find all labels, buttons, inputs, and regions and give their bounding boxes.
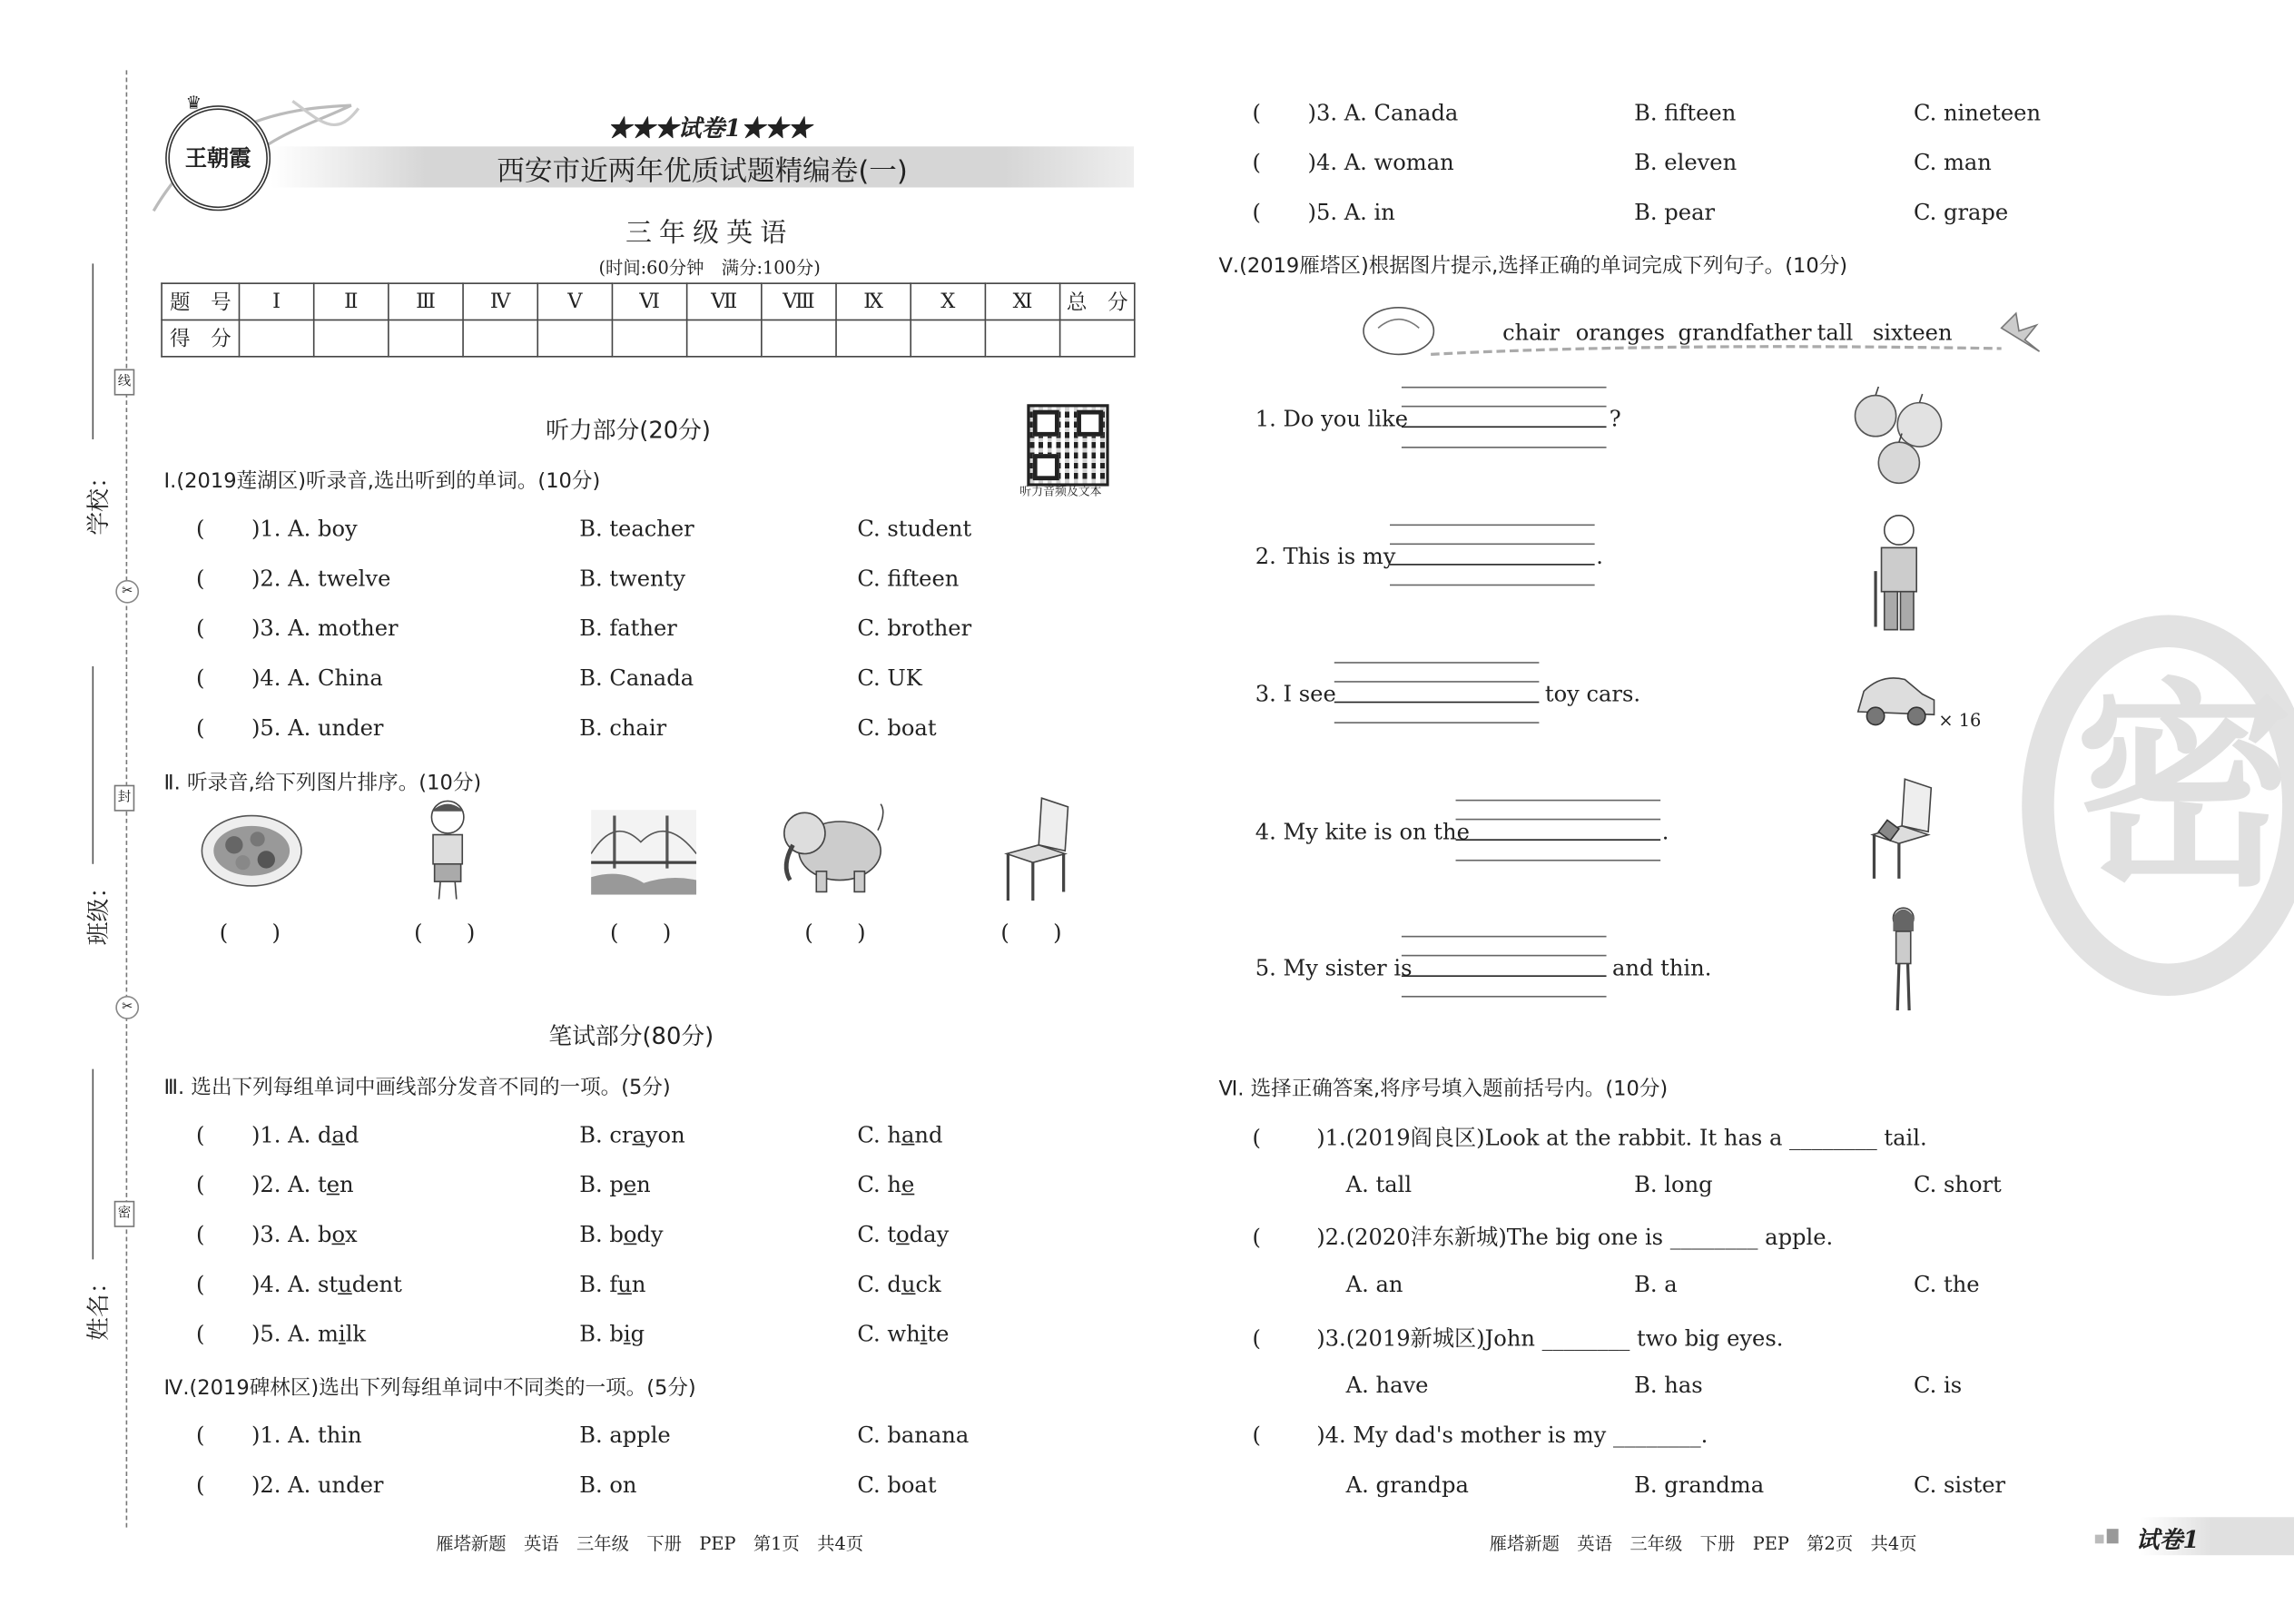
grandfather-picture — [1870, 513, 1928, 636]
option-b: B. Canada — [579, 664, 694, 692]
question-row: ( )5. A. milk — [195, 1321, 367, 1348]
option-b: B. pen — [579, 1171, 651, 1198]
option-c: C. grape — [1913, 199, 2009, 226]
option-b: B. fun — [579, 1271, 646, 1298]
sentence-start: 5. My sister is — [1255, 954, 1413, 981]
section-6-title: Ⅵ. 选择正确答案,将序号填入题前括号内。(10分) — [1218, 1078, 1669, 1102]
exam-title: 西安市近两年优质试题精编卷(一) — [497, 154, 908, 188]
score-cell[interactable] — [687, 320, 762, 356]
footer-right: 雁塔新题 英语 三年级 下册 PEP 第2页 共4页 — [1489, 1533, 1917, 1554]
score-header: Ⅴ — [537, 283, 612, 320]
option-c: C. the — [1913, 1271, 1980, 1298]
option-b: B. grandma — [1634, 1471, 1765, 1499]
score-cell[interactable] — [911, 320, 985, 356]
name-label: 姓名： — [84, 1270, 113, 1341]
word-bank-word: grandfather — [1678, 319, 1812, 346]
option-b: B. has — [1634, 1372, 1703, 1399]
score-header: Ⅲ — [389, 283, 463, 320]
option-b: B. father — [579, 615, 677, 642]
question-row: ( )1.(2019阎良区)Look at the rabbit. It has a ________ tail. — [1252, 1124, 1927, 1151]
question-row: ( )2. A. under — [195, 1471, 384, 1499]
option-b: B. teacher — [579, 515, 694, 542]
option-b: B. fifteen — [1634, 99, 1737, 126]
series-label: ★★★试卷1★★★ — [607, 113, 812, 143]
option-c: C. nineteen — [1913, 99, 2042, 126]
car-count: × 16 — [1938, 710, 1982, 731]
oranges-picture — [1846, 387, 1957, 492]
logo-text: 王朝霞 — [184, 144, 251, 172]
score-header: Ⅵ — [612, 283, 686, 320]
question-row: ( )2.(2020沣东新城)The big one is ________ apple. — [1252, 1224, 1834, 1251]
order-bracket[interactable]: ( ) — [610, 920, 672, 947]
confidential-seal — [2022, 615, 2294, 996]
question-row: ( )3.(2019新城区)John ________ two big eyes. — [1252, 1324, 1784, 1352]
order-bracket[interactable]: ( ) — [804, 920, 866, 947]
cut-mark: 线 — [114, 369, 135, 396]
option-b: B. big — [579, 1321, 645, 1348]
option-c: C. today — [857, 1221, 950, 1248]
sentence-start: 3. I see — [1255, 681, 1336, 708]
option-c: C. man — [1913, 149, 1992, 176]
school-label: 学校： — [84, 465, 113, 536]
option-a: A. an — [1345, 1271, 1403, 1298]
score-header: Ⅶ — [687, 283, 762, 320]
option-b: B. apple — [579, 1422, 671, 1449]
section-3-title: Ⅲ. 选出下列每组单词中画线部分发音不同的一项。(5分) — [163, 1076, 671, 1100]
question-row: ( )4. A. woman — [1252, 149, 1454, 176]
option-b: B. a — [1634, 1271, 1678, 1298]
toy-car-picture — [1852, 671, 1940, 730]
sentence-end: . — [1596, 543, 1603, 570]
school-blank[interactable] — [93, 263, 94, 439]
question-row: ( )5. A. in — [1252, 199, 1395, 226]
option-b: B. pear — [1634, 199, 1716, 226]
option-b: B. body — [579, 1221, 664, 1248]
option-a: A. grandpa — [1345, 1471, 1469, 1499]
qr-caption: 听力音频及文本 — [1019, 484, 1102, 498]
option-c: C. banana — [857, 1422, 970, 1449]
listening-title: 听力部分(20分) — [546, 416, 712, 444]
question-row: ( )1. A. thin — [195, 1422, 362, 1449]
sentence-start: 4. My kite is on the — [1255, 818, 1470, 845]
score-header: Ⅷ — [762, 283, 836, 320]
question-row: ( )2. A. twelve — [195, 565, 391, 592]
score-table — [161, 282, 1135, 357]
section-5-title: Ⅴ.(2019雁塔区)根据图片提示,选择正确的单词完成下列句子。(10分) — [1218, 254, 1848, 279]
option-c: C. sister — [1913, 1471, 2006, 1499]
name-blank[interactable] — [93, 1069, 94, 1260]
sentence-start: 2. This is my — [1255, 543, 1396, 570]
score-cell[interactable] — [463, 320, 537, 356]
sentence-start: 1. Do you like — [1255, 405, 1409, 432]
option-b: B. long — [1634, 1171, 1713, 1198]
word-bank-word: sixteen — [1872, 319, 1953, 346]
question-row: ( )4. A. China — [195, 664, 383, 692]
score-header: 题 号 — [162, 283, 239, 320]
question-row: ( )3. A. mother — [195, 615, 399, 642]
crown-icon: ♛ — [185, 92, 202, 113]
option-a: A. have — [1345, 1372, 1429, 1399]
option-b: B. crayon — [579, 1121, 685, 1148]
elephant-picture — [773, 801, 890, 894]
kite-on-chair-picture — [1866, 776, 1940, 881]
cut-mark: 封 — [114, 785, 135, 812]
score-header: Ⅳ — [463, 283, 537, 320]
option-c: C. duck — [857, 1271, 941, 1298]
score-cell[interactable] — [537, 320, 612, 356]
option-c: C. he — [857, 1171, 915, 1198]
question-row: ( )1. A. dad — [195, 1121, 359, 1148]
section-4-title: Ⅳ.(2019碑林区)选出下列每组单词中不同类的一项。(5分) — [163, 1376, 696, 1401]
order-bracket[interactable]: ( ) — [1000, 920, 1062, 947]
question-row: ( )1. A. boy — [195, 515, 358, 542]
scissors-icon: ✂ — [115, 580, 139, 604]
option-c: C. hand — [857, 1121, 943, 1148]
option-b: B. on — [579, 1471, 637, 1499]
section-2-title: Ⅱ. 听录音,给下列图片排序。(10分) — [163, 772, 482, 795]
exam-meta: (时间:60分钟 满分:100分) — [598, 257, 821, 279]
boy-picture — [418, 797, 477, 907]
score-cell[interactable] — [762, 320, 836, 356]
word-bank-word: oranges — [1575, 319, 1665, 346]
scissors-icon: ✂ — [115, 996, 139, 1019]
class-label: 班级： — [84, 874, 113, 946]
cut-mark: 密 — [114, 1201, 135, 1227]
question-row: ( )3. A. box — [195, 1221, 358, 1248]
option-c: C. is — [1913, 1372, 1963, 1399]
option-a: A. tall — [1345, 1171, 1413, 1198]
score-cell[interactable] — [314, 320, 389, 356]
section-1-title: Ⅰ.(2019莲湖区)听录音,选出听到的单词。(10分) — [163, 469, 601, 494]
score-header: Ⅸ — [836, 283, 911, 320]
chair-picture — [1000, 795, 1074, 903]
score-header: Ⅹ — [911, 283, 985, 320]
option-b: B. chair — [579, 714, 667, 742]
class-blank[interactable] — [93, 666, 94, 864]
order-bracket[interactable]: ( ) — [219, 920, 281, 947]
option-c: C. boat — [857, 1471, 937, 1499]
seal-text: 密 — [2074, 662, 2294, 917]
score-cell[interactable] — [612, 320, 686, 356]
salad-picture — [199, 812, 304, 889]
score-cell[interactable] — [985, 320, 1059, 356]
question-row: ( )2. A. ten — [195, 1171, 354, 1198]
paper-tag-label: 试卷1 — [2135, 1525, 2200, 1554]
order-bracket[interactable]: ( ) — [414, 920, 476, 947]
writing-title: 笔试部分(80分) — [548, 1022, 714, 1050]
score-cell[interactable] — [389, 320, 463, 356]
option-c: C. UK — [857, 664, 922, 692]
score-header: 总 分 — [1060, 283, 1135, 320]
bridge-picture — [591, 810, 696, 895]
score-cell[interactable] — [239, 320, 313, 356]
word-bank-word: tall — [1816, 319, 1854, 346]
question-row: ( )3. A. Canada — [1252, 99, 1459, 126]
sentence-end: . — [1661, 818, 1669, 845]
option-b: B. eleven — [1634, 149, 1738, 176]
word-bank-word: chair — [1502, 319, 1560, 346]
option-b: B. twenty — [579, 565, 685, 592]
score-header: Ⅱ — [314, 283, 389, 320]
question-row: ( )5. A. under — [195, 714, 384, 742]
score-row-label: 得 分 — [162, 320, 239, 356]
footer-left: 雁塔新题 英语 三年级 下册 PEP 第1页 共4页 — [436, 1533, 864, 1554]
option-c: C. fifteen — [857, 565, 960, 592]
option-c: C. boat — [857, 714, 937, 742]
subject-title: 三年级英语 — [625, 218, 794, 250]
score-header: Ⅺ — [985, 283, 1059, 320]
score-cell[interactable] — [1060, 320, 1135, 356]
question-row: ( )4. A. student — [195, 1271, 402, 1298]
sentence-end: and thin. — [1611, 954, 1712, 981]
sister-picture — [1885, 905, 1923, 1013]
option-c: C. short — [1913, 1171, 2002, 1198]
qr-code[interactable] — [1027, 404, 1108, 486]
sentence-end: toy cars. — [1544, 681, 1641, 708]
question-row: ( )4. My dad's mother is my ________. — [1252, 1422, 1708, 1449]
sentence-end: ? — [1609, 405, 1621, 432]
paper-tag — [2089, 1517, 2294, 1555]
option-c: C. student — [857, 515, 972, 542]
option-c: C. white — [857, 1321, 950, 1348]
publisher-logo — [165, 92, 271, 211]
score-cell[interactable] — [836, 320, 911, 356]
score-header: Ⅰ — [239, 283, 313, 320]
option-c: C. brother — [857, 615, 972, 642]
